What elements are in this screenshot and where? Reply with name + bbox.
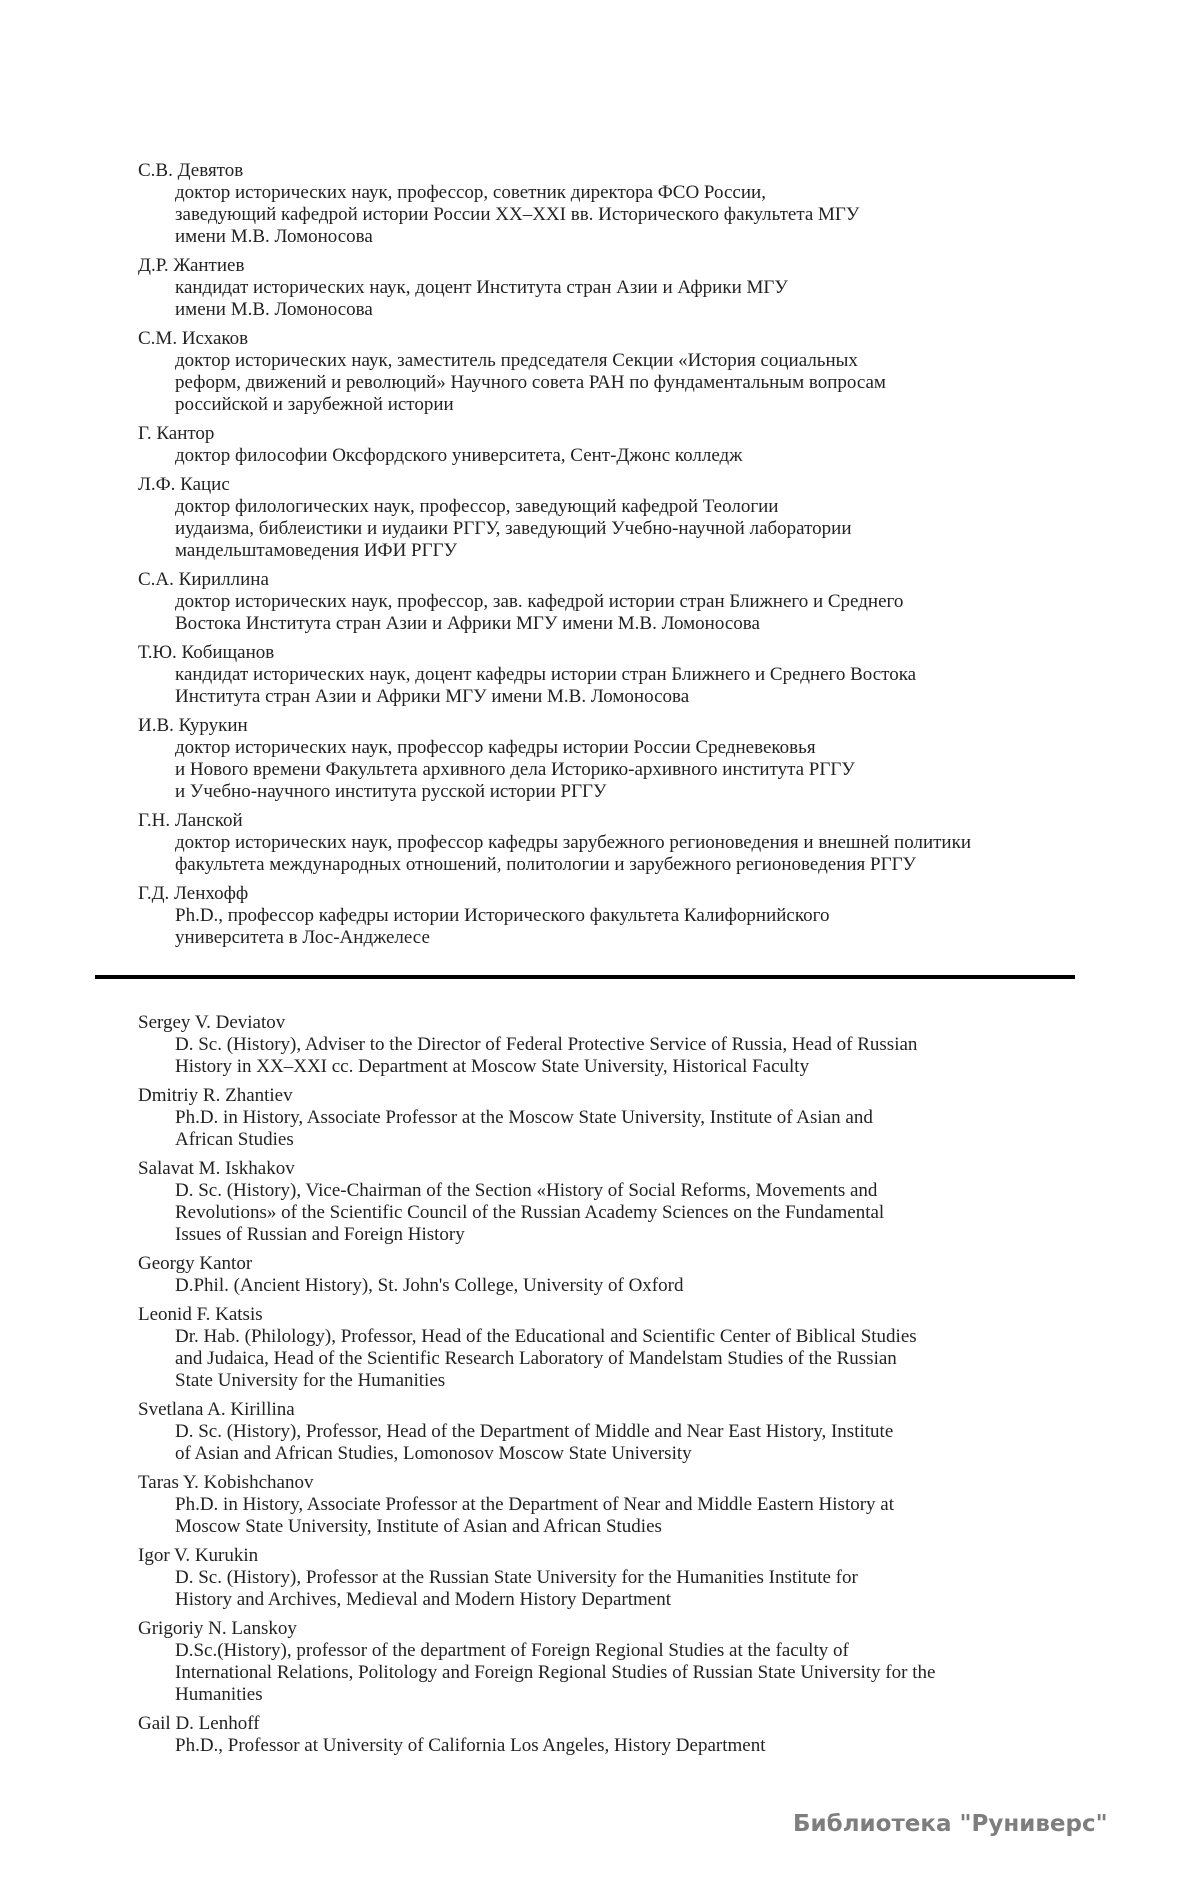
contributor-name: И.В. Курукин: [138, 715, 248, 736]
contributor-entry: [138, 328, 1148, 416]
contributor-name: Leonid F. Katsis: [138, 1304, 263, 1325]
contributor-name: Г.Н. Ланской: [138, 810, 243, 831]
contributor-description-line: доктор исторических наук, профессор, советник директора ФСО России,: [175, 182, 766, 203]
contributor-description-line: Востока Института стран Азии и Африки МГУ имени М.В. Ломоносова: [175, 613, 760, 634]
contributor-description-line: университета в Лос-Анджелесе: [175, 927, 430, 948]
contributor-description: [138, 182, 1148, 248]
contributor-name: С.В. Девятов: [138, 160, 244, 181]
contributor-description-line: and Judaica, Head of the Scientific Research Laboratory of Mandelstam Studies of the Russian: [175, 1348, 897, 1369]
contributor-name: Г. Кантор: [138, 423, 215, 444]
contributor-description: [138, 1735, 1148, 1757]
contributor-description-line: и Нового времени Факультета архивного дела Историко-архивного института РГГУ: [175, 759, 855, 780]
contributor-entry: [138, 810, 1148, 876]
contributor-description-line: Ph.D. in History, Associate Professor at the Department of Near and Middle Eastern History at: [175, 1494, 895, 1515]
contributor-name: Т.Ю. Кобищанов: [138, 642, 275, 663]
contributor-description-line: D. Sc. (History), Professor, Head of the Department of Middle and Near East History, Institute: [175, 1421, 894, 1442]
contributor-name: Taras Y. Kobishchanov: [138, 1472, 314, 1493]
contributor-description-line: мандельштамоведения ИФИ РГГУ: [175, 540, 458, 561]
contributor-description-line: российской и зарубежной истории: [175, 394, 454, 415]
contributor-description: [138, 591, 1148, 635]
contributor-description-line: доктор филологических наук, профессор, заведующий кафедрой Теологии: [175, 496, 779, 517]
contributor-description-line: Revolutions» of the Scientific Council of the Russian Academy Sciences on the Fundamental: [175, 1202, 885, 1223]
contributor-name: Г.Д. Ленхофф: [138, 883, 249, 904]
contributor-name: Л.Ф. Кацис: [138, 474, 230, 495]
contributor-name: Svetlana A. Kirillina: [138, 1399, 295, 1420]
contributor-entry: [138, 1304, 1148, 1392]
contributor-description: [138, 1180, 1148, 1246]
contributor-entry: [138, 1158, 1148, 1246]
contributor-description-line: Dr. Hab. (Philology), Professor, Head of the Educational and Scientific Center of Biblical Studies: [175, 1326, 917, 1347]
contributor-description-line: заведующий кафедрой истории России XX–XXI вв. Исторического факультета МГУ: [175, 204, 860, 225]
contributor-description-line: кандидат исторических наук, доцент кафедры истории стран Ближнего и Среднего Востока: [175, 664, 917, 685]
contributor-description: [138, 350, 1148, 416]
contributor-description: [138, 1034, 1148, 1078]
contributor-description: [138, 1494, 1148, 1538]
contributor-entry: [138, 1253, 1148, 1297]
contributor-entry: [138, 474, 1148, 562]
contributor-description: [138, 1326, 1148, 1392]
contributor-name: Igor V. Kurukin: [138, 1545, 259, 1566]
contributors-section-english: [138, 1012, 1148, 1764]
contributor-entry: [138, 642, 1148, 708]
contributor-description-line: Ph.D., Professor at University of California Los Angeles, History Department: [175, 1735, 766, 1756]
contributor-description-line: D. Sc. (History), Vice-Chairman of the Section «History of Social Reforms, Movements and: [175, 1180, 878, 1201]
contributor-description: [138, 277, 1148, 321]
contributor-description-line: D. Sc. (History), Professor at the Russian State University for the Humanities Institute for: [175, 1567, 858, 1588]
contributor-description-line: D.Sc.(History), professor of the department of Foreign Regional Studies at the faculty of: [175, 1640, 849, 1661]
contributor-description: [138, 1640, 1148, 1706]
library-watermark: Библиотека "Руниверс": [793, 1811, 1108, 1837]
contributor-description-line: D.Phil. (Ancient History), St. John's College, University of Oxford: [175, 1275, 684, 1296]
section-divider-rule: [95, 975, 1075, 979]
contributor-description: [138, 1421, 1148, 1465]
contributors-section-russian: [138, 160, 1148, 956]
contributor-entry: [138, 160, 1148, 248]
contributor-description-line: доктор исторических наук, профессор, зав. кафедрой истории стран Ближнего и Среднего: [175, 591, 904, 612]
contributor-entry: [138, 1012, 1148, 1078]
contributor-description-line: Moscow State University, Institute of Asian and African Studies: [175, 1516, 662, 1537]
contributor-description-line: доктор исторических наук, профессор кафедры зарубежного регионоведения и внешней политики: [175, 832, 971, 853]
contributor-description: [138, 737, 1148, 803]
contributor-description-line: доктор исторических наук, заместитель председателя Секции «История социальных: [175, 350, 858, 371]
contributor-description-line: имени М.В. Ломоносова: [175, 299, 373, 320]
contributor-description-line: State University for the Humanities: [175, 1370, 446, 1391]
contributor-entry: [138, 883, 1148, 949]
contributor-entry: [138, 255, 1148, 321]
contributor-description: [138, 832, 1148, 876]
contributor-description: [138, 664, 1148, 708]
contributor-entry: [138, 1399, 1148, 1465]
contributor-description-line: History and Archives, Medieval and Modern History Department: [175, 1589, 671, 1610]
contributor-description-line: доктор исторических наук, профессор кафедры истории России Средневековья: [175, 737, 816, 758]
contributor-description-line: Института стран Азии и Африки МГУ имени М.В. Ломоносова: [175, 686, 690, 707]
contributor-entry: [138, 1472, 1148, 1538]
contributor-description-line: кандидат исторических наук, доцент Института стран Азии и Африки МГУ: [175, 277, 788, 298]
contributor-description: [138, 1567, 1148, 1611]
contributor-name: Gail D. Lenhoff: [138, 1713, 260, 1734]
contributor-entry: [138, 1618, 1148, 1706]
contributor-description-line: реформ, движений и революций» Научного совета РАН по фундаментальным вопросам: [175, 372, 886, 393]
contributor-description: [138, 445, 1148, 467]
contributor-name: Dmitriy R. Zhantiev: [138, 1085, 293, 1106]
contributor-description: [138, 905, 1148, 949]
contributor-entry: [138, 1085, 1148, 1151]
contributor-description-line: Ph.D., профессор кафедры истории Исторического факультета Калифорнийского: [175, 905, 830, 926]
contributor-entry: [138, 1545, 1148, 1611]
contributor-name: Salavat M. Iskhakov: [138, 1158, 295, 1179]
contributor-name: Georgy Kantor: [138, 1253, 253, 1274]
contributor-description-line: Ph.D. in History, Associate Professor at the Moscow State University, Institute of Asian and: [175, 1107, 873, 1128]
contributor-description-line: имени М.В. Ломоносова: [175, 226, 373, 247]
contributor-description-line: и Учебно-научного института русской истории РГГУ: [175, 781, 607, 802]
contributor-name: С.А. Кириллина: [138, 569, 269, 590]
contributor-name: С.М. Исхаков: [138, 328, 249, 349]
contributor-entry: [138, 1713, 1148, 1757]
contributor-name: Grigoriy N. Lanskoy: [138, 1618, 297, 1639]
contributor-description-line: of Asian and African Studies, Lomonosov Moscow State University: [175, 1443, 692, 1464]
contributor-entry: [138, 423, 1148, 467]
contributor-entry: [138, 569, 1148, 635]
contributor-description-line: D. Sc. (History), Adviser to the Director of Federal Protective Service of Russia, Head of Russian: [175, 1034, 918, 1055]
contributor-description-line: доктор философии Оксфордского университета, Сент-Джонс колледж: [175, 445, 743, 466]
contributor-description-line: Humanities: [175, 1684, 263, 1705]
contributor-name: Sergey V. Deviatov: [138, 1012, 286, 1033]
contributor-description-line: African Studies: [175, 1129, 294, 1150]
contributor-description: [138, 1107, 1148, 1151]
contributor-description-line: факультета международных отношений, политологии и зарубежного регионоведения РГГУ: [175, 854, 917, 875]
contributor-name: Д.Р. Жантиев: [138, 255, 245, 276]
contributor-description-line: History in XX–XXI cc. Department at Moscow State University, Historical Faculty: [175, 1056, 810, 1077]
contributor-description-line: Issues of Russian and Foreign History: [175, 1224, 465, 1245]
contributor-entry: [138, 715, 1148, 803]
contributor-description: [138, 496, 1148, 562]
contributor-description-line: International Relations, Politology and Foreign Regional Studies of Russian State University for the: [175, 1662, 936, 1683]
contributor-description: [138, 1275, 1148, 1297]
contributor-description-line: иудаизма, библеистики и иудаики РГГУ, заведующий Учебно-научной лаборатории: [175, 518, 852, 539]
